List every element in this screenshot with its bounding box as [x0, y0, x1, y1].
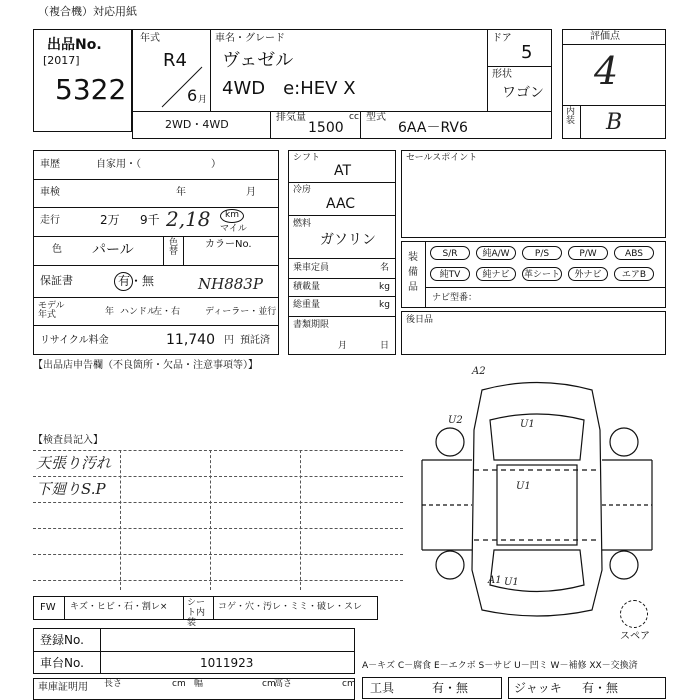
inspection-year: 年 [176, 187, 186, 198]
handle-label: ハンドル [120, 307, 157, 317]
registration-label: 登録No. [40, 633, 84, 647]
shape-label: 形状 [492, 69, 512, 80]
sales-point-label: セールスポイント [406, 153, 478, 163]
damage-mark-a1: A1 [488, 575, 502, 586]
damage-mark-u2: U2 [448, 415, 463, 426]
damage-mark-u1-top: U1 [520, 419, 535, 430]
height-unit: cm [342, 679, 356, 689]
car-grade: 4WD e:HEV X [222, 78, 356, 99]
warranty-label: 保証書 [40, 274, 73, 287]
door-label: ドア [492, 33, 512, 44]
tools-value: 有・無 [432, 681, 469, 695]
sheet-header-note: （複合機）対応用紙 [38, 5, 137, 18]
equipment-item-2-2: 純ナビ [476, 267, 516, 281]
inspection-label: 車検 [40, 187, 60, 198]
displacement-unit: cc [349, 112, 359, 122]
ac-label: 冷房 [293, 185, 312, 195]
inspector-label: 【検査員記入】 [33, 435, 103, 446]
mileage-label: 走行 [40, 215, 60, 226]
mileage-unit-km: km [225, 210, 239, 220]
damage-mark-u1-roof: U1 [516, 481, 531, 492]
history-value: 自家用・（ ） [96, 159, 221, 170]
ac-value: AAC [326, 196, 356, 212]
model-label: 型式 [366, 112, 386, 123]
mileage-unit-mile: マイル [220, 224, 247, 234]
spare-tire-circle [620, 600, 648, 628]
car-damage-diagram [412, 370, 662, 625]
history-label: 車歴 [40, 159, 60, 170]
length-label: 長さ [104, 679, 123, 689]
docs-month: 月 [338, 341, 348, 351]
listing-number: 5322 [55, 73, 127, 106]
equipment-item-2-3: 革シート [522, 267, 562, 281]
equipment-item-1-1: S/R [430, 246, 470, 260]
warranty-value: 有・無 [118, 274, 155, 288]
month-value: 6 [187, 86, 198, 105]
name-label: 車名・グレード [215, 33, 285, 44]
color-value: パール [92, 242, 134, 258]
height-label: 高さ [274, 679, 293, 689]
shift-value: AT [334, 163, 352, 179]
equipment-item-2-5: エアB [614, 267, 654, 281]
capacity-unit: 名 [380, 263, 390, 273]
width-label: 幅 [194, 679, 204, 689]
equipment-item-1-3: P/S [522, 246, 562, 260]
seller-declaration: 【出品店申告欄（不良箇所・欠品・注意事項等）】 [33, 360, 258, 371]
shift-label: シフト [293, 153, 321, 163]
inspector-note-1: 天張り汚れ [36, 454, 112, 472]
length-unit: cm [172, 679, 186, 689]
seat-label: シート内装 [187, 598, 206, 628]
capacity-label: 乗車定員 [293, 263, 330, 273]
width-unit: cm [262, 679, 276, 689]
jack-label: ジャッキ [514, 681, 562, 695]
garage-cert-label: 車庫証明用 [38, 682, 88, 693]
inspector-note-2: 下廻りS.P [36, 480, 106, 498]
score-label: 評価点 [590, 31, 620, 42]
chassis-label: 車台No. [40, 656, 84, 670]
interior-value: B [606, 110, 623, 135]
docs-day: 日 [380, 341, 390, 351]
weight-unit: kg [379, 300, 390, 310]
fw-description: キズ・ヒビ・石・割レ× [70, 602, 168, 612]
equipment-item-1-4: P/W [568, 246, 608, 260]
equipment-item-1-2: 純A/W [476, 246, 516, 260]
door-count: 5 [521, 42, 533, 63]
recycle-label: リサイクル料金 [40, 335, 109, 346]
equipment-item-1-5: ABS [614, 246, 654, 260]
recycle-unit: 円 [224, 335, 234, 346]
car-name: ヴェゼル [222, 50, 294, 71]
color-change-label: 色替 [169, 238, 179, 257]
load-unit: kg [379, 282, 390, 292]
jack-value: 有・無 [582, 681, 619, 695]
model-year-label: モデル年式 [38, 301, 65, 320]
dealer-label: ディーラー・並行 [205, 307, 277, 317]
fuel-label: 燃料 [293, 219, 312, 229]
mileage-man: 2万 [100, 213, 120, 227]
inspection-month: 月 [246, 187, 256, 198]
fuel-value: ガソリン [320, 232, 376, 248]
handle-value: 左・右 [153, 307, 181, 317]
color-number: NH883P [198, 275, 263, 293]
drive-options: 2WD・4WD [165, 118, 229, 131]
remarks-box [401, 311, 666, 355]
damage-mark-u1-rear: U1 [504, 577, 519, 588]
year-value: R4 [163, 50, 187, 71]
listing-label: 出品No. [47, 37, 102, 53]
model-code: 6AA－RV6 [398, 120, 468, 136]
year-label: 年式 [140, 33, 160, 44]
model-year-unit: 年 [105, 307, 115, 317]
weight-label: 総重量 [293, 300, 321, 310]
fw-label: FW [40, 602, 56, 613]
docs-label: 書類期限 [293, 320, 330, 330]
equipment-item-2-1: 純TV [430, 267, 470, 281]
recycle-amount: 11,740 [166, 332, 215, 348]
recycle-status: 預託済 [240, 335, 270, 346]
damage-mark-a2: A2 [472, 366, 486, 377]
load-label: 積載量 [293, 282, 321, 292]
chassis-number: 1011923 [200, 656, 254, 670]
displacement-label: 排気量 [276, 112, 306, 123]
spare-label: スペア [620, 631, 650, 642]
equipment-label: 装備品 [408, 252, 418, 293]
displacement-value: 1500 [308, 120, 344, 136]
seat-description: コゲ・穴・汚レ・ミミ・破レ・スレ [218, 602, 363, 612]
navi-model-label: ナビ型番： [432, 293, 478, 303]
equipment-item-2-4: 外ナビ [568, 267, 608, 281]
damage-legend: A－キズ C－腐食 E－エクボ S－サビ U－凹ミ W－補修 XX－交換済 [362, 661, 638, 671]
color-label: 色 [52, 244, 62, 255]
mileage-handwritten: 2,18 [166, 207, 211, 231]
mileage-sen: 9千 [140, 213, 160, 227]
tools-label: 工具 [370, 681, 395, 695]
month-unit: 月 [198, 95, 208, 105]
interior-label: 内装 [566, 107, 576, 126]
listing-year-stamp: [2017] [43, 54, 80, 67]
score-value: 4 [594, 49, 619, 93]
sales-point-box [401, 150, 666, 238]
color-no-label: カラーNo. [205, 239, 252, 250]
body-shape: ワゴン [502, 85, 544, 101]
remarks-label: 後日品 [406, 315, 434, 325]
